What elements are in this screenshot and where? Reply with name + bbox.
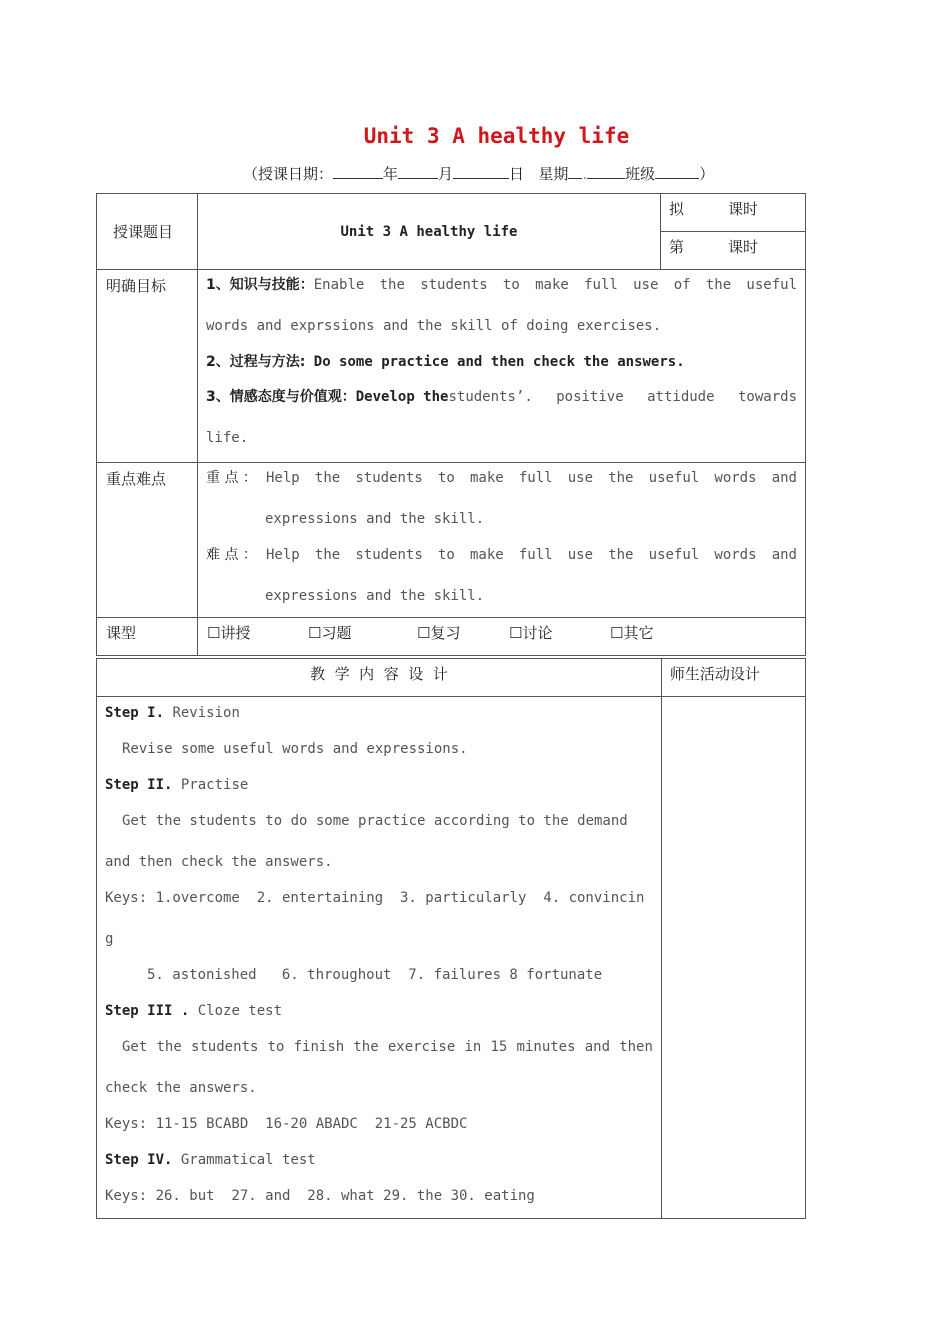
page-title: Unit 3 A healthy life bbox=[363, 124, 630, 148]
goal-content-cell: 1、知识与技能： Enable the students to make full use of the useful words and exprssions and the skill of doing exercises. 2、过程与方法: Do some practice and then check the answers. 3、情感态度与价值观： Develop the students’. positive attidude towards life. bbox=[198, 270, 806, 463]
topic-label-cell: 授课题目 bbox=[97, 194, 198, 270]
period-number-cell: 第 课时 bbox=[661, 232, 806, 270]
type-option-discussion[interactable]: ☐讨论 bbox=[509, 624, 553, 642]
key-points-content-cell: 重 点 ： Help the students to make full use the useful words and expressions and the skill. 难 点 ： Help the students to make full use the useful words and expressions and the skill. bbox=[198, 463, 806, 618]
lesson-type-label-cell: 课型 bbox=[97, 618, 198, 656]
lesson-info-table bbox=[96, 193, 806, 656]
activity-heading-cell: 师生活动设计 bbox=[661, 659, 805, 697]
date-line: （授课日期： 年 月 日 星期 . 班级 ） bbox=[243, 165, 715, 183]
type-option-review[interactable]: ☐复习 bbox=[417, 624, 461, 642]
type-option-lecture[interactable]: ☐讲授 bbox=[207, 624, 251, 642]
goal-label-cell: 明确目标 bbox=[97, 270, 198, 463]
activity-design-cell bbox=[661, 697, 805, 1219]
type-option-exercise[interactable]: ☐习题 bbox=[308, 624, 352, 642]
periods-planned-cell: 拟 课时 bbox=[661, 194, 806, 232]
topic-value-cell: Unit 3 A healthy life bbox=[198, 194, 661, 270]
content-heading-cell: 教 学 内 容 设 计 bbox=[97, 659, 662, 697]
type-option-other[interactable]: ☐其它 bbox=[610, 624, 654, 642]
lesson-type-options-cell bbox=[198, 618, 806, 656]
content-table bbox=[96, 658, 806, 1219]
key-points-label-cell: 重点难点 bbox=[97, 463, 198, 618]
teaching-content-cell: Step I. Revision Revise some useful words and expressions. Step II. Practise Get the students to do some practice according to the demand and then check the answers. Keys: 1.overcome 2. entertaining 3. particularly 4. convincin g 5. astonished 6. throughout 7. failures 8 fortunate Step III . Cloze test Get the students to finish the exercise in 15 minutes and then check the answers. Keys: 11-15 BCABD 16-20 ABADC 21-25 ACBDC Step IV. Grammatical test Keys: 26. but 27. and 28. what 29. the 30. eating bbox=[97, 697, 662, 1219]
